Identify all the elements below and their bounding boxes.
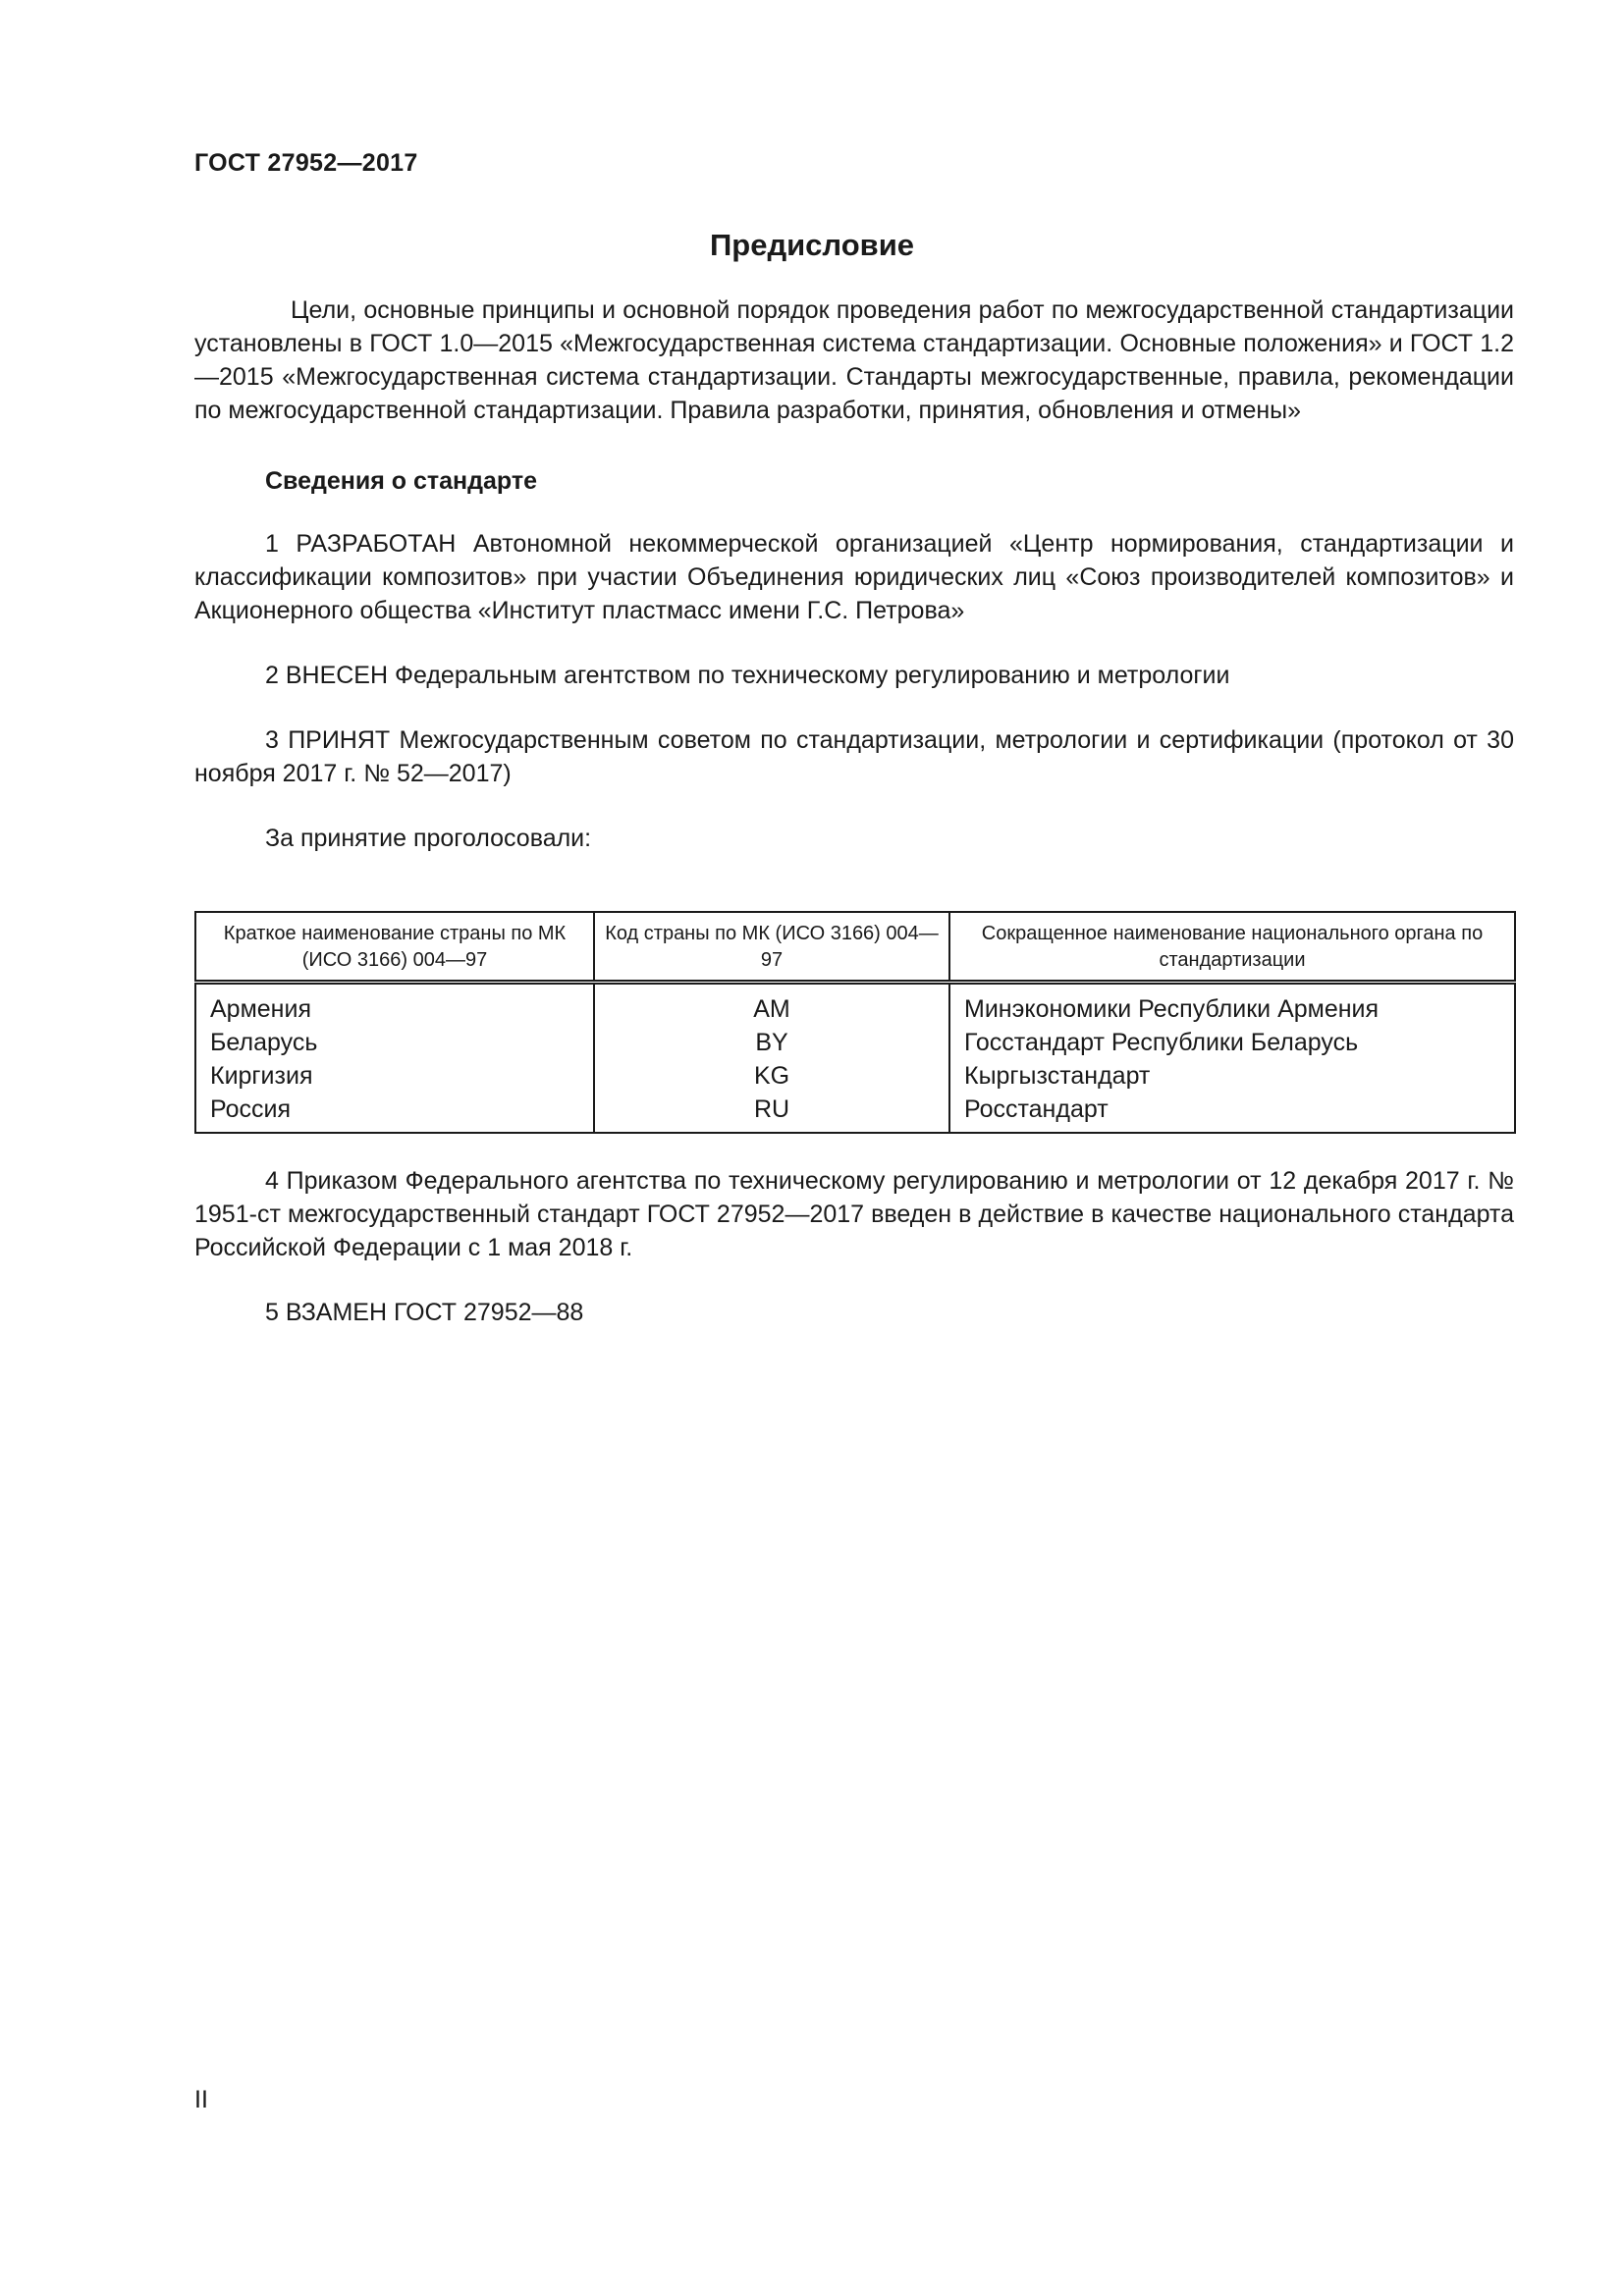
table-header-row bbox=[195, 912, 1515, 983]
country-cell: Россия bbox=[195, 1093, 594, 1133]
page-title: Предисловие bbox=[709, 228, 914, 262]
body-cell: Минэкономики Республики Армения bbox=[949, 983, 1515, 1027]
item-enacted: 4 Приказом Федерального агентства по техническому регулированию и метрологии от 12 декабря 2017 г. № 1951-ст межгосударственный стандарт ГОСТ 27952—2017 введен в действие в качестве национального стандарта Российской Федерации с 1 мая 2018 г. bbox=[194, 1167, 1514, 1261]
body-cell: Госстандарт Республики Беларусь bbox=[949, 1026, 1515, 1059]
column-header-code: Код страны по МК (ИСО 3166) 004—97 bbox=[594, 912, 949, 983]
body-cell: Кыргызстандарт bbox=[949, 1059, 1515, 1093]
item-replaces: 5 ВЗАМЕН ГОСТ 27952—88 bbox=[265, 1299, 584, 1326]
table-row bbox=[195, 1059, 1515, 1093]
item-adopted: 3 ПРИНЯТ Межгосударственным советом по стандартизации, метрологии и сертификации (протокол от 30 ноября 2017 г. № 52—2017) bbox=[194, 726, 1514, 787]
code-cell: AM bbox=[594, 983, 949, 1027]
column-header-country: Краткое наименование страны по МК (ИСО 3166) 004—97 bbox=[195, 912, 594, 983]
table-row bbox=[195, 1026, 1515, 1059]
info-heading: Сведения о стандарте bbox=[265, 467, 538, 495]
item-introduced: 2 ВНЕСЕН Федеральным агентством по техническому регулированию и метрологии bbox=[265, 662, 1230, 689]
document-code: ГОСТ 27952—2017 bbox=[194, 149, 418, 177]
intro-paragraph: Цели, основные принципы и основной порядок проведения работ по межгосударственной стандартизации установлены в ГОСТ 1.0—2015 «Межгосударственная система стандартизации. Основные положения» и ГОСТ 1.2—2015 «Межгосударственная система стандартизации. Стандарты межгосударственные, правила, рекомендации по межгосударственной стандартизации. Правила разработки, принятия, обновления и отмены» bbox=[194, 296, 1514, 424]
column-header-body: Сокращенное наименование национального органа по стандартизации bbox=[949, 912, 1515, 983]
table-row bbox=[195, 1093, 1515, 1133]
code-cell: RU bbox=[594, 1093, 949, 1133]
country-cell: Киргизия bbox=[195, 1059, 594, 1093]
body-cell: Росстандарт bbox=[949, 1093, 1515, 1133]
country-cell: Беларусь bbox=[195, 1026, 594, 1059]
country-cell: Армения bbox=[195, 983, 594, 1027]
voted-caption: За принятие проголосовали: bbox=[265, 825, 592, 852]
code-cell: BY bbox=[594, 1026, 949, 1059]
table-row bbox=[195, 983, 1515, 1027]
foreword-body bbox=[194, 294, 1514, 855]
item-developed: 1 РАЗРАБОТАН Автономной некоммерческой организацией «Центр нормирования, стандартизации и классификации композитов» при участии Объединения юридических лиц «Союз производителей композитов» и Акционерного общества «Институт пластмасс имени Г.С. Петрова» bbox=[194, 530, 1514, 624]
page-number: II bbox=[194, 2086, 208, 2113]
voting-table bbox=[194, 911, 1516, 1134]
code-cell: KG bbox=[594, 1059, 949, 1093]
foreword-continuation bbox=[194, 1164, 1514, 1329]
